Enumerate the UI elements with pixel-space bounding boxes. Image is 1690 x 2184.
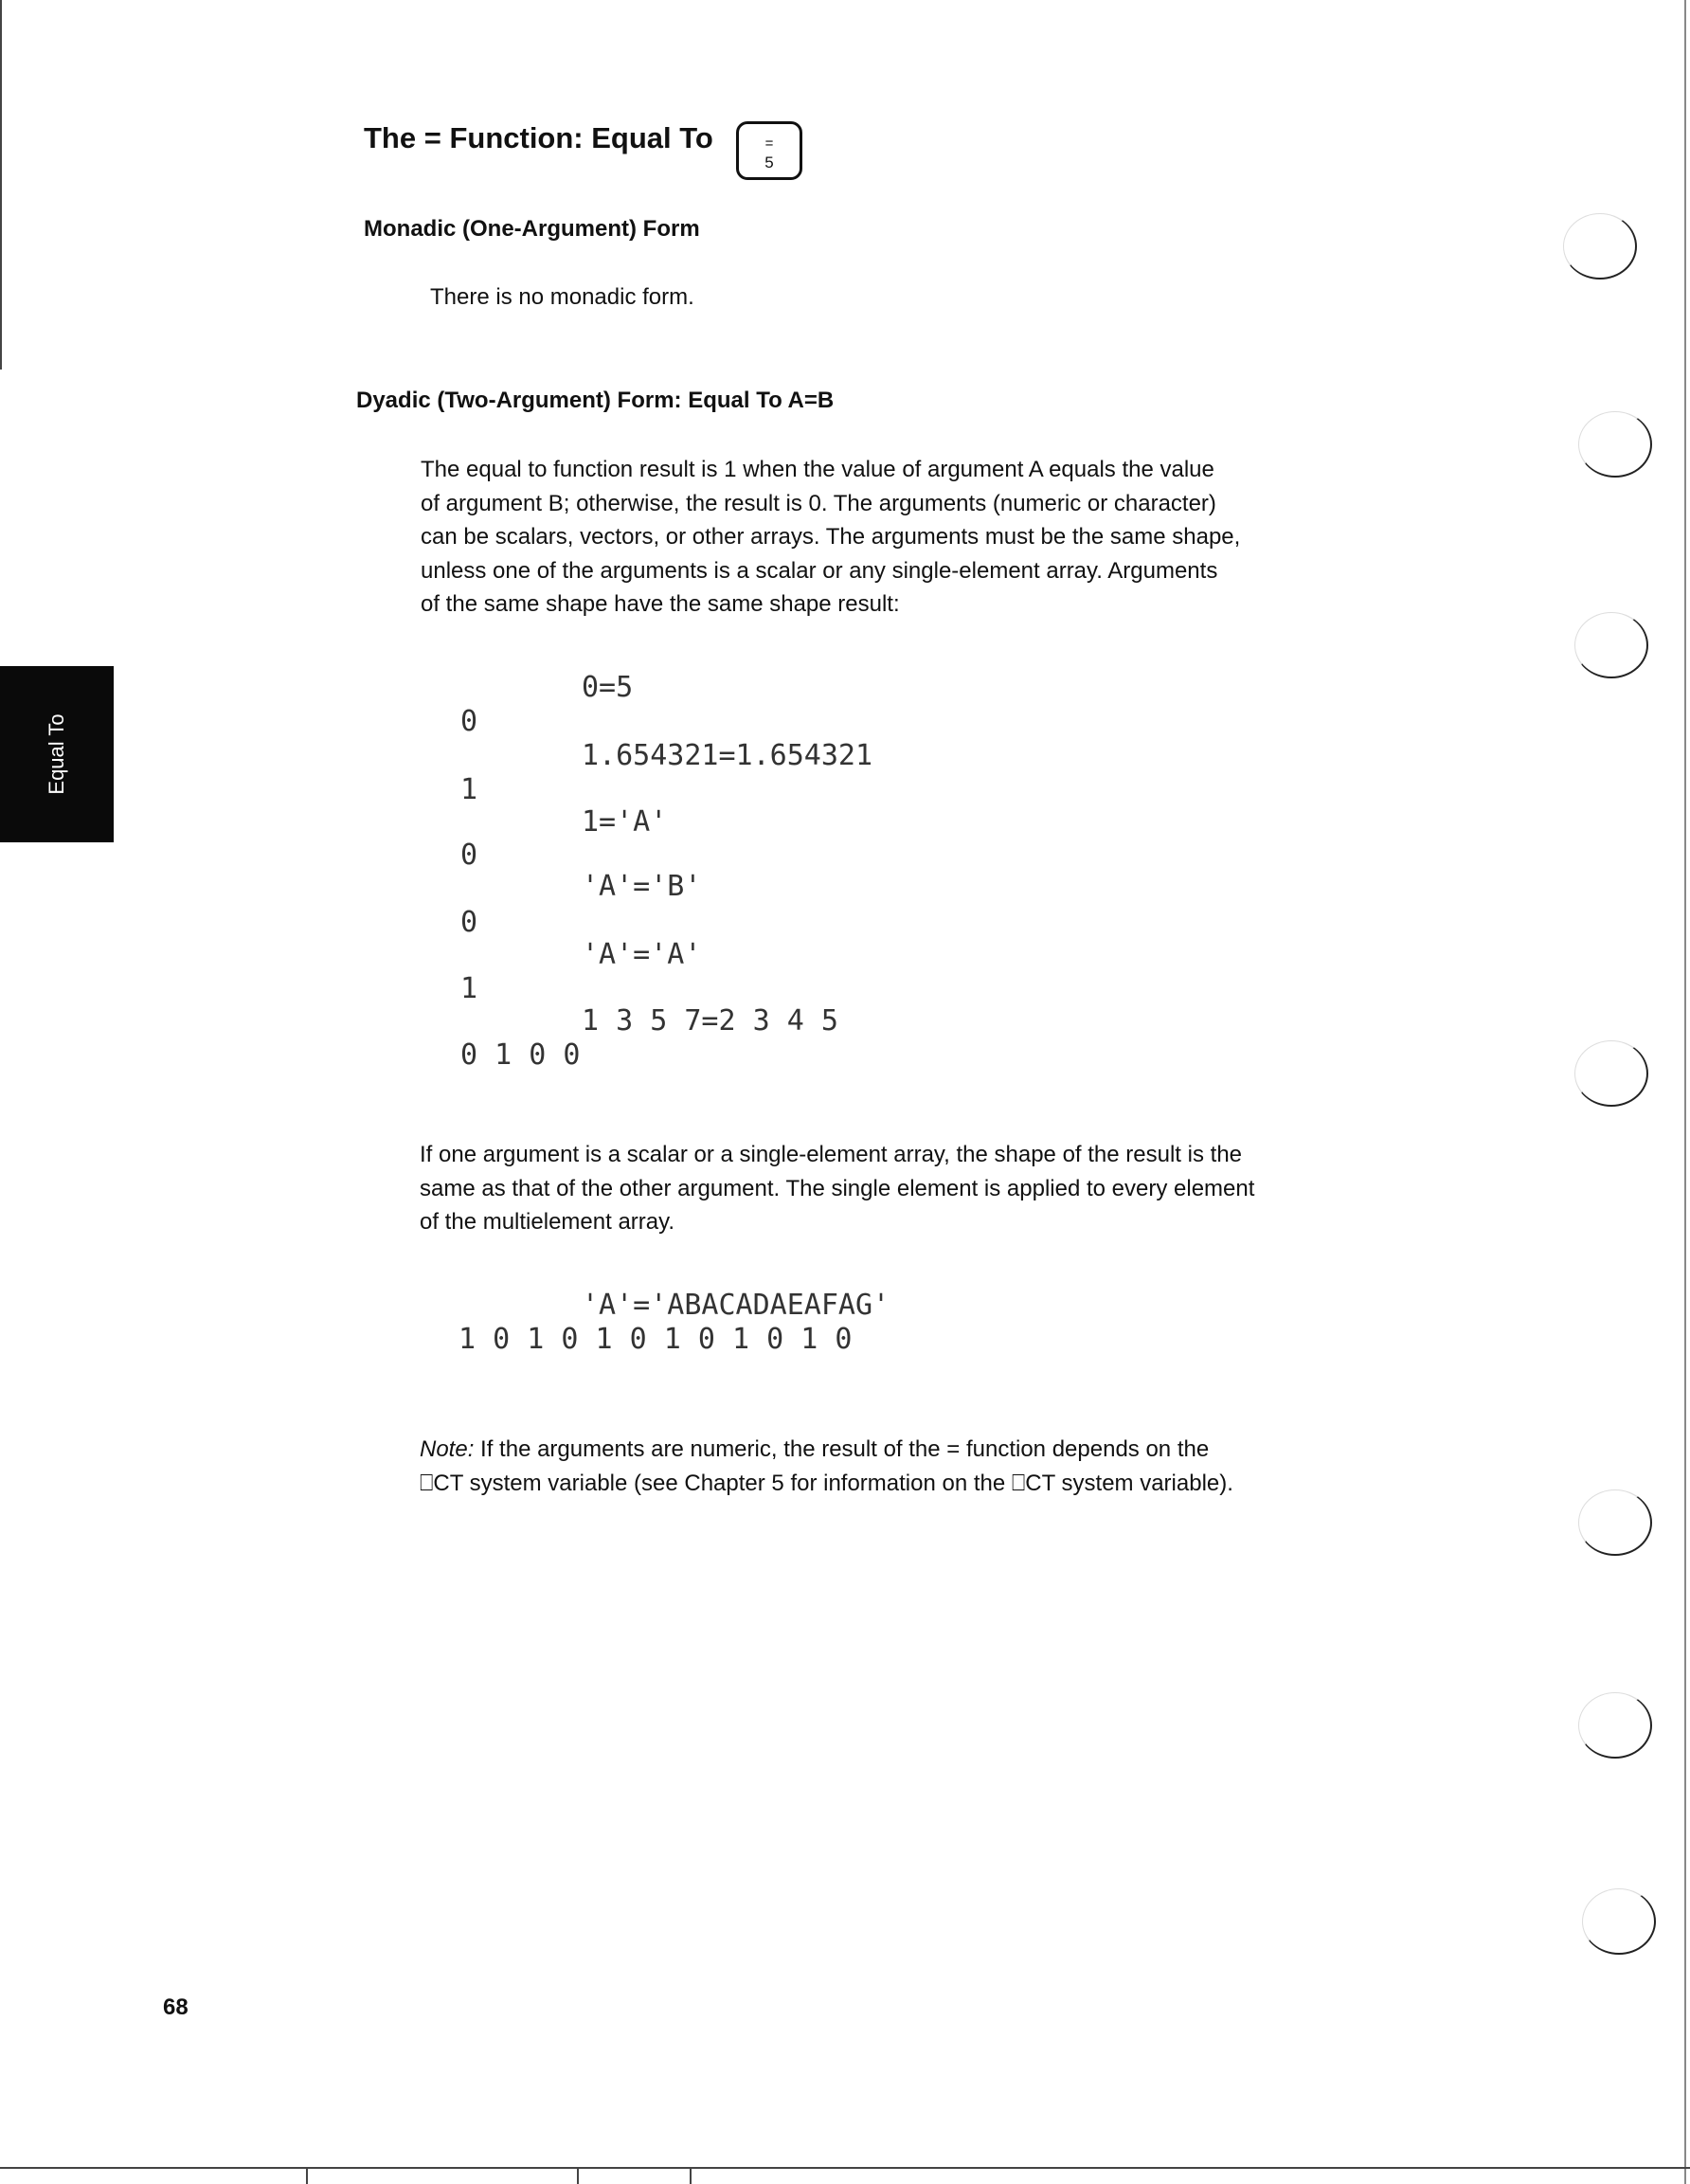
scalar-paragraph — [420, 1138, 1254, 1239]
example-result: 0 — [460, 705, 478, 738]
dyadic-paragraph — [421, 453, 1240, 622]
monadic-heading: Monadic (One-Argument) Form — [364, 216, 700, 242]
example-result: 0 — [460, 906, 478, 939]
note-line-1 — [420, 1433, 1209, 1467]
keycap-symbol: = — [764, 135, 774, 152]
note-text: If the arguments are numeric, the result of the = function depends on the — [474, 1436, 1210, 1462]
paragraph-line: unless one of the arguments is a scalar or any single-element array. Arguments — [421, 557, 1218, 584]
bottom-tick — [577, 2167, 579, 2184]
page-number: 68 — [163, 1994, 189, 2020]
paragraph-line: The equal to function result is 1 when the value of argument A equals the value — [421, 457, 1214, 482]
example-input: 'A'='A' — [582, 938, 702, 971]
binder-hole-icon — [1578, 1489, 1652, 1556]
binder-hole-icon — [1574, 612, 1648, 678]
keycap-number: 5 — [764, 153, 774, 171]
left-margin-line — [0, 0, 2, 370]
example-result: 1 — [460, 972, 478, 1005]
side-tab-label: Equal To — [45, 713, 68, 795]
scalar-example-result: 1 0 1 0 1 0 1 0 1 0 1 0 — [458, 1323, 853, 1356]
paragraph-line: of the multielement array. — [420, 1209, 675, 1235]
example-input: 0=5 — [582, 671, 634, 704]
paragraph-line: can be scalars, vectors, or other arrays. The arguments must be the same shape, — [421, 524, 1241, 550]
example-result: 1 — [460, 773, 478, 806]
paragraph-line: same as that of the other argument. The single element is applied to every element — [420, 1175, 1255, 1201]
scalar-example-input: 'A'='ABACADAEAFAG' — [582, 1289, 890, 1322]
bottom-tick — [690, 2167, 692, 2184]
binder-hole-icon — [1578, 1692, 1652, 1759]
paragraph-line: If one argument is a scalar or a single-element array, the shape of the result is the — [420, 1142, 1243, 1167]
keycap-icon — [736, 121, 802, 180]
example-input: 1.654321=1.654321 — [582, 739, 873, 772]
dyadic-heading: Dyadic (Two-Argument) Form: Equal To A=B — [356, 388, 835, 413]
bottom-edge-line — [0, 2167, 1690, 2169]
paragraph-line: of the same shape have the same shape result: — [421, 591, 900, 617]
binder-hole-icon — [1563, 213, 1637, 280]
binder-hole-icon — [1582, 1888, 1656, 1955]
note-label: Note: — [420, 1436, 475, 1462]
example-result: 0 — [460, 839, 478, 872]
right-edge-line — [1684, 0, 1686, 2184]
page-title: The = Function: Equal To — [364, 121, 713, 154]
example-input: 'A'='B' — [582, 870, 702, 903]
bottom-tick — [306, 2167, 308, 2184]
example-result: 0 1 0 0 — [460, 1038, 581, 1072]
note-line-2: ⎕CT system variable (see Chapter 5 for information on the ⎕CT system variable). — [420, 1471, 1233, 1496]
binder-hole-icon — [1574, 1040, 1648, 1107]
example-input: 1='A' — [582, 805, 668, 839]
paragraph-line: of argument B; otherwise, the result is 0. The arguments (numeric or character) — [421, 490, 1216, 516]
binder-hole-icon — [1578, 411, 1652, 478]
side-tab — [0, 666, 114, 842]
example-input: 1 3 5 7=2 3 4 5 — [582, 1004, 838, 1038]
monadic-text: There is no monadic form. — [430, 284, 694, 310]
